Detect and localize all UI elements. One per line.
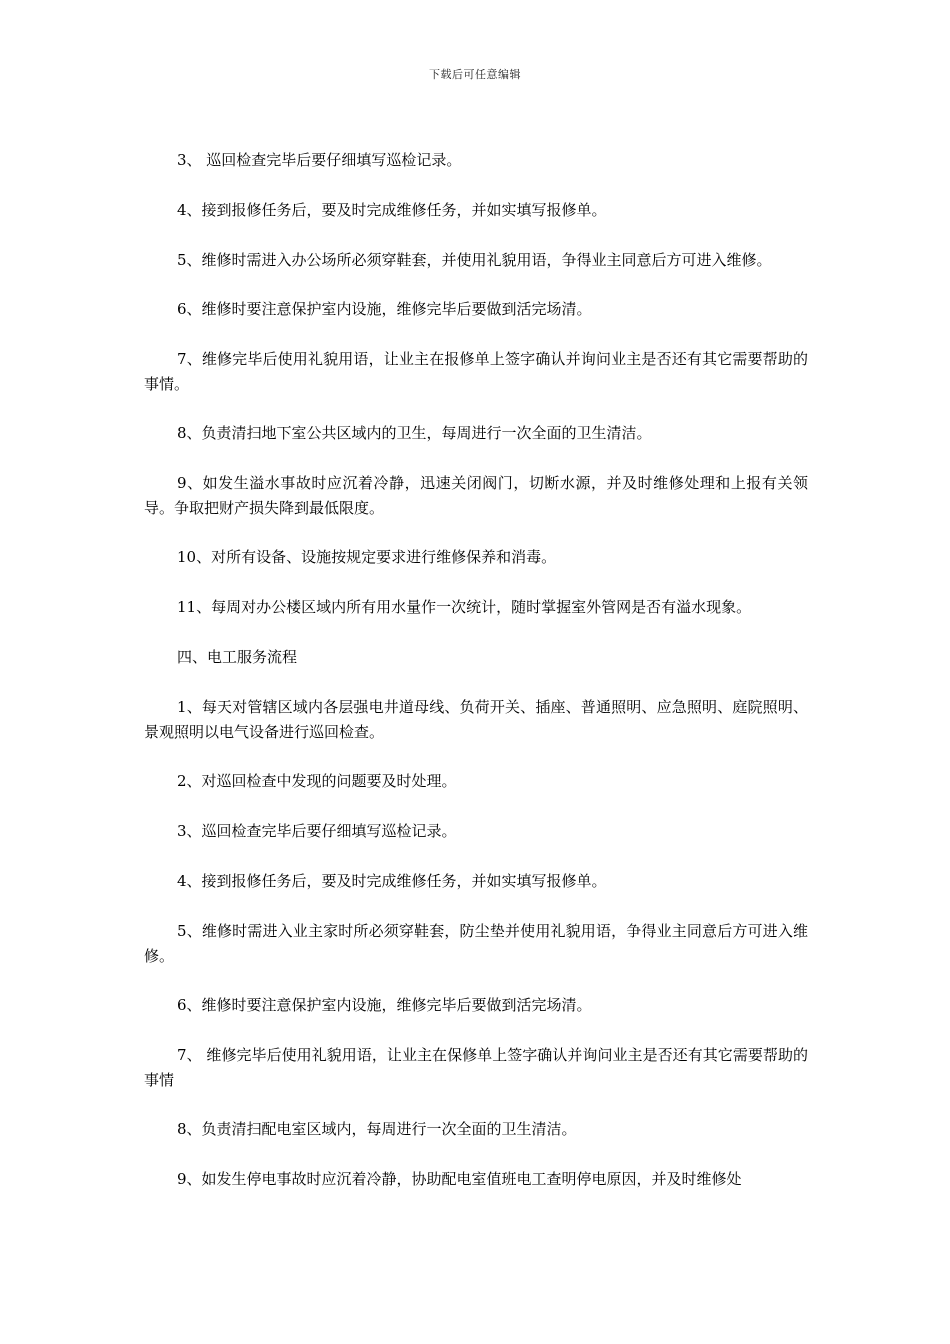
paragraph: 9、如发生停电事故时应沉着冷静，协助配电室值班电工查明停电原因，并及时维修处 — [177, 1170, 742, 1188]
paragraph: 10、对所有设备、设施按规定要求进行维修保养和消毒。 — [177, 548, 557, 566]
paragraph: 5、维修时需进入办公场所必须穿鞋套，并使用礼貌用语，争得业主同意后方可进入维修。 — [177, 251, 772, 269]
header-note: 下载后可任意编辑 — [429, 68, 521, 81]
document-body — [144, 148, 808, 1217]
paragraph: 6、维修时要注意保护室内设施，维修完毕后要做到活完场清。 — [177, 996, 592, 1014]
section-heading: 四、电工服务流程 — [177, 648, 298, 666]
paragraph: 7、 维修完毕后使用礼貌用语，让业主在保修单上签字确认并询问业主是否还有其它需要帮助的事情 — [144, 1046, 808, 1089]
paragraph: 2、对巡回检查中发现的问题要及时处理。 — [177, 772, 457, 790]
paragraph: 4、接到报修任务后，要及时完成维修任务，并如实填写报修单。 — [177, 872, 607, 890]
paragraph: 3、巡回检查完毕后要仔细填写巡检记录。 — [177, 822, 457, 840]
paragraph: 8、负责清扫地下室公共区域内的卫生，每周进行一次全面的卫生清洁。 — [177, 424, 652, 442]
paragraph: 11、每周对办公楼区域内所有用水量作一次统计，随时掌握室外管网是否有溢水现象。 — [177, 598, 752, 616]
paragraph: 7、维修完毕后使用礼貌用语，让业主在报修单上签字确认并询问业主是否还有其它需要帮助的事情。 — [144, 350, 808, 393]
paragraph: 4、接到报修任务后，要及时完成维修任务，并如实填写报修单。 — [177, 201, 607, 219]
paragraph: 6、维修时要注意保护室内设施，维修完毕后要做到活完场清。 — [177, 300, 592, 318]
paragraph: 1、每天对管辖区域内各层强电井道母线、负荷开关、插座、普通照明、应急照明、庭院照明、景观照明以电气设备进行巡回检查。 — [144, 698, 808, 741]
paragraph: 5、维修时需进入业主家时所必须穿鞋套，防尘垫并使用礼貌用语，争得业主同意后方可进入维修。 — [144, 922, 808, 965]
paragraph: 8、负责清扫配电室区域内，每周进行一次全面的卫生清洁。 — [177, 1120, 577, 1138]
paragraph: 3、 巡回检查完毕后要仔细填写巡检记录。 — [177, 151, 462, 169]
paragraph: 9、如发生溢水事故时应沉着冷静，迅速关闭阀门，切断水源，并及时维修处理和上报有关领导。争取把财产损失降到最低限度。 — [144, 474, 808, 517]
